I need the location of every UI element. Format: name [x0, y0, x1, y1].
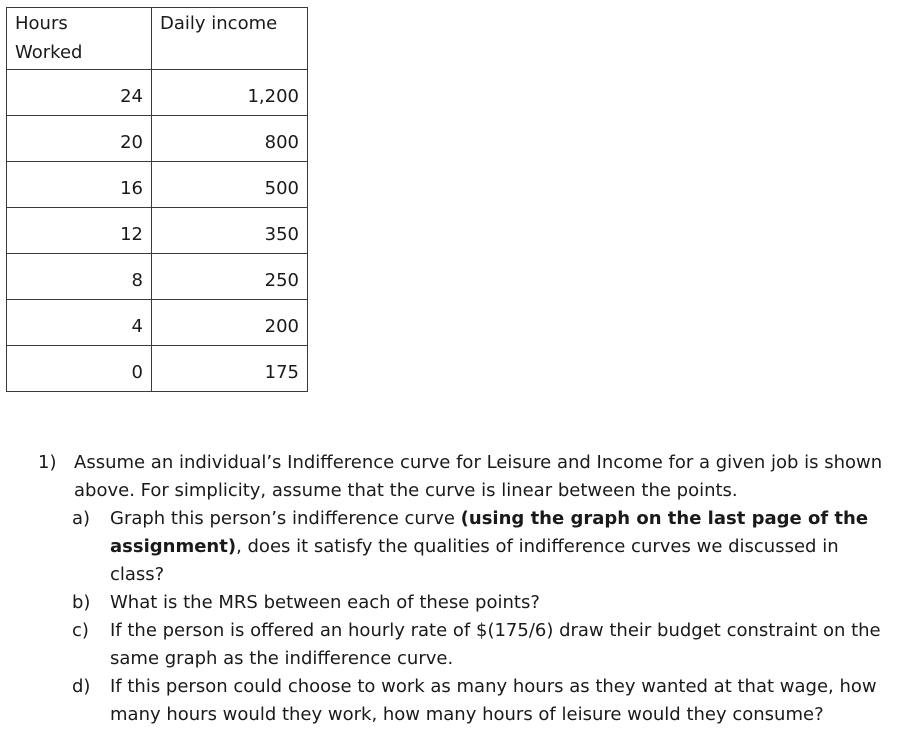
hours-cell: 20 [7, 116, 152, 162]
header-hours-worked [7, 8, 152, 70]
table-row [7, 116, 308, 162]
part-a-text-after: , does it satisfy the qualities of indifference curves we discussed in class? [110, 536, 839, 585]
income-cell: 500 [152, 162, 308, 208]
part-label: c) [72, 620, 89, 641]
income-cell: 350 [152, 208, 308, 254]
table-header-row [7, 8, 308, 70]
question-part-d [72, 673, 898, 729]
part-label: b) [72, 592, 91, 613]
part-label: a) [72, 508, 91, 529]
hours-cell: 4 [7, 300, 152, 346]
part-label: d) [72, 676, 91, 697]
part-text: What is the MRS between each of these points? [110, 592, 540, 613]
question-1 [38, 449, 898, 505]
hours-cell: 24 [7, 70, 152, 116]
question-part-b [72, 589, 898, 617]
question-number: 1) [38, 452, 57, 473]
question-block [38, 449, 898, 729]
income-cell: 1,200 [152, 70, 308, 116]
hours-cell: 0 [7, 346, 152, 392]
question-part-c [72, 617, 898, 673]
table-row [7, 162, 308, 208]
table-row [7, 208, 308, 254]
hours-income-table [6, 7, 308, 392]
income-cell: 800 [152, 116, 308, 162]
table-row [7, 300, 308, 346]
header-hours-line2: Worked [15, 42, 83, 63]
part-a-text-before: Graph this person’s indifference curve [110, 508, 461, 529]
table-row [7, 346, 308, 392]
header-daily-income: Daily income [152, 8, 308, 70]
hours-cell: 8 [7, 254, 152, 300]
part-a-bold-text: (using the graph on the last page of the assignment) [110, 508, 869, 557]
part-text: If this person could choose to work as many hours as they wanted at that wage, how many hours would they work, how many hours of leisure would they consume? [110, 676, 877, 725]
income-cell: 175 [152, 346, 308, 392]
income-cell: 200 [152, 300, 308, 346]
header-hours-line1: Hours [15, 13, 68, 34]
part-text: If the person is offered an hourly rate of $(175/6) draw their budget constraint on the same graph as the indifference curve. [110, 620, 881, 669]
hours-cell: 16 [7, 162, 152, 208]
hours-cell: 12 [7, 208, 152, 254]
table-row [7, 254, 308, 300]
income-cell: 250 [152, 254, 308, 300]
question-part-a [72, 505, 898, 589]
table-row [7, 70, 308, 116]
part-text [110, 505, 898, 589]
question-text: Assume an individual’s Indifference curve for Leisure and Income for a given job is shown above. For simplicity, assume that the curve is linear between the points. [74, 452, 883, 501]
